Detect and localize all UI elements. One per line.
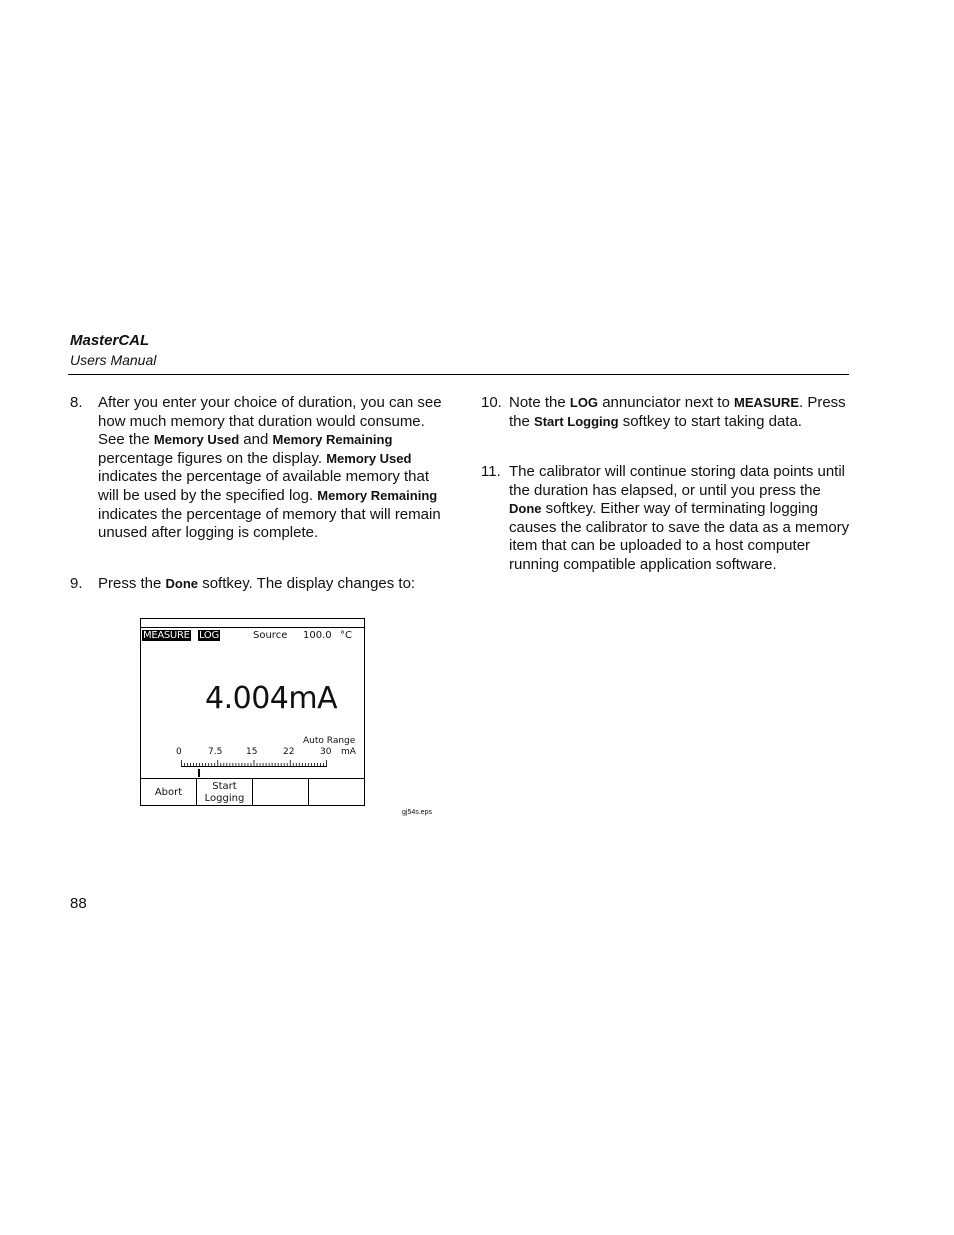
softkey-ref: Memory Remaining (272, 432, 393, 448)
step-number: 11. (481, 463, 501, 480)
softkey-ref: Memory Used (153, 432, 240, 448)
bar-graph-pointer (198, 769, 200, 777)
scale-tick-label: 15 (246, 747, 258, 757)
page-number: 88 (70, 895, 87, 912)
softkey-ref: Memory Used (326, 450, 412, 466)
softkey-ref: Done (509, 501, 542, 517)
step-text: Press the Done softkey. The display changes to: (98, 575, 416, 592)
scale-tick-label: 22 (283, 747, 295, 757)
step-number: 10. (481, 394, 502, 411)
bar-graph-scale (181, 760, 327, 767)
scale-tick-label: 0 (176, 747, 182, 757)
measure-annunciator: MEASURE (143, 630, 190, 641)
log-annunciator: LOG (199, 630, 219, 641)
softkey-ref: Memory Remaining (317, 487, 438, 503)
measurement-reading: 4.004mA (205, 681, 338, 716)
softkey-row (141, 778, 364, 806)
manual-title: MasterCAL (70, 332, 150, 349)
softkey-abort[interactable]: Abort (141, 779, 197, 806)
softkey-ref: Done (165, 576, 199, 591)
manual-subtitle: Users Manual (70, 352, 157, 368)
display-top-border (141, 627, 364, 628)
header-rule (68, 374, 849, 375)
step-number: 9. (70, 575, 83, 592)
step-text: The calibrator will continue storing data points until the duration has elapsed, or until you press the Done softkey. Either way of terminating logging causes the calibrator to save the data as a memory item that can be uploaded to a host computer running compatible application software. (509, 463, 850, 573)
step-number: 8. (70, 394, 83, 411)
scale-tick-label: 7.5 (208, 747, 223, 757)
softkey-ref: LOG (569, 395, 599, 410)
softkey-ref: Start Logging (534, 413, 619, 429)
auto-range-label: Auto Range (303, 736, 356, 746)
step-text: Note the LOG annunciator next to MEASURE. Press the Start Logging softkey to start taking data. (509, 394, 846, 430)
step-text: After you enter your choice of duration, you can see how much memory that duration would consume. See the Memory Used and Memory Remaining percentage figures on the display. Memory Used indicates the percentage of available memory that will be used by the specified log. Memory Remaining indicates the percentage of memory that will remain unused after logging is complete. (98, 394, 442, 542)
softkey-ref: MEASURE (733, 395, 799, 410)
source-value: 100.0 (303, 630, 332, 641)
softkey-start-logging[interactable]: Start Logging (197, 779, 253, 806)
softkey-blank-4[interactable] (309, 779, 364, 806)
scale-tick-label: 30 (320, 747, 332, 757)
softkey-blank-3[interactable] (253, 779, 309, 806)
source-label: Source (253, 630, 288, 641)
scale-unit-label: mA (341, 747, 356, 757)
figure-filename: gj54s.eps (402, 809, 432, 816)
calibrator-display (140, 618, 365, 806)
source-unit: °C (340, 630, 352, 641)
